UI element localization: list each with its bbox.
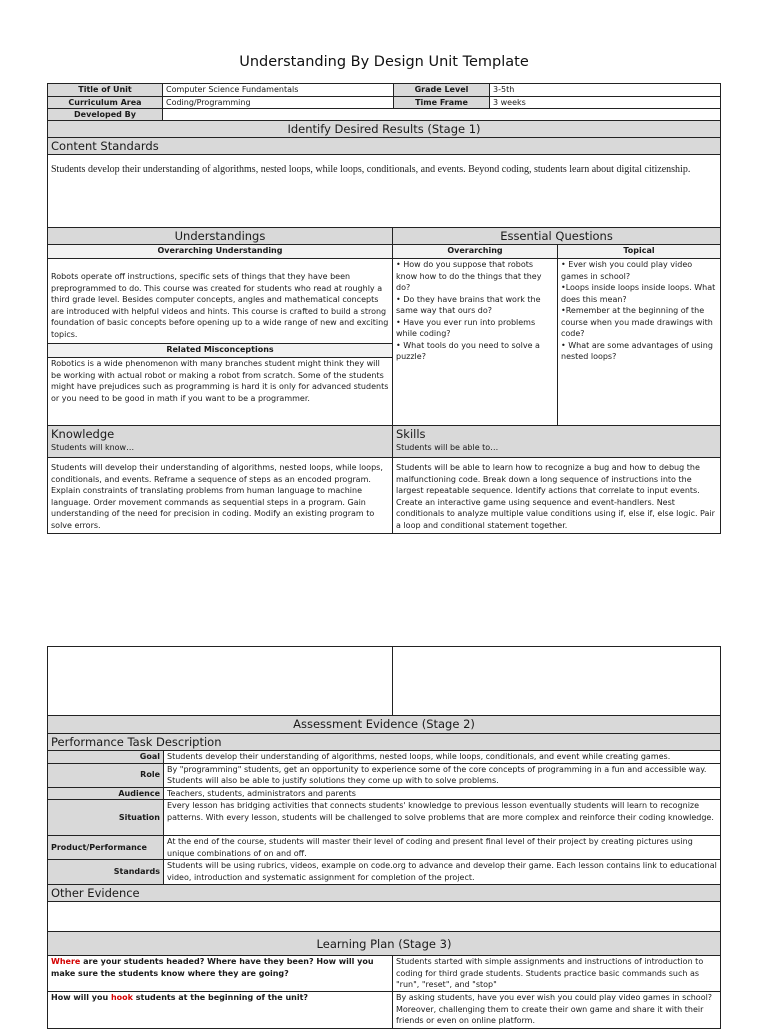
- product-performance-label: Product/Performance: [48, 836, 164, 860]
- understandings-heading: Understandings: [48, 228, 393, 245]
- time-frame-value: 3 weeks: [490, 96, 721, 109]
- other-evidence-body: [48, 902, 721, 932]
- overarching-understanding-label: Overarching Understanding: [48, 245, 393, 259]
- knowledge-subheading: Students will know…: [51, 443, 135, 452]
- performance-task-heading: Performance Task Description: [48, 734, 721, 751]
- curriculum-area-label: Curriculum Area: [48, 96, 163, 109]
- goal-text: Students develop their understanding of algorithms, nested loops, while loops, conditionals, and event while creating games.: [164, 751, 721, 764]
- role-label: Role: [48, 763, 164, 787]
- skills-text: Students will be able to learn how to recognize a bug and how to debug the malfunctioning code. Break down a long sequence of instructions into the largest repeatable sequence. Identify actions that correlate to input events. Create an interactive game using sequence and event-handlers. Nest conditionals to analyze multiple value conditions using if, else if, else logic. Pair a loop and conditional statement together.: [393, 458, 721, 534]
- overarching-questions: • How do you suppose that robots know how to do the things that they do? • Do they have brains that work the same way that ours do? • Have you ever run into problems while coding? • What tools do you need to solve a puzzle?: [393, 259, 558, 441]
- stage2-table: [47, 646, 721, 1029]
- goal-label: Goal: [48, 751, 164, 764]
- hook-question-pre: How will you: [51, 993, 111, 1002]
- grade-level-label: Grade Level: [394, 84, 490, 97]
- hook-keyword: hook: [110, 993, 133, 1002]
- knowledge-skills-table: [47, 425, 721, 534]
- content-standards-text: Students develop their understanding of algorithms, nested loops, while loops, conditionals, and events. Beyond coding, students learn about digital citizenship.: [48, 155, 721, 228]
- where-keyword: Where: [51, 957, 81, 966]
- topical-questions: • Ever wish you could play video games in school? •Loops inside loops inside loops. What does this mean? •Remember at the beginning of the course when you made drawings with code? • What are some advantages of using nested loops?: [558, 259, 721, 441]
- where-question-rest: are your students headed? Where have they been? How will you make sure the students know where they are going?: [51, 957, 374, 978]
- hook-question-rest: students at the beginning of the unit?: [132, 993, 309, 1002]
- role-text: By "programming" students, get an opportunity to experience some of the core concepts of programming in a fun and accessible way. Students will also be able to justify solutions they come up with to solve problems.: [164, 763, 721, 787]
- situation-label: Situation: [48, 800, 164, 836]
- knowledge-text: Students will develop their understanding of algorithms, nested loops, while loops, conditionals, and events. Reframe a sequence of steps as an encoded program. Explain constraints of translating problems from human language to machine language. Order movement commands as sequential steps in a program. Gain understanding of the need for precision in coding. Modify an existing program to solve errors.: [48, 458, 393, 534]
- knowledge-heading: Knowledge: [51, 427, 115, 441]
- where-answer: Students started with simple assignments and instructions of introduction to coding for third grade students. Students practice basic commands such as "run", "reset", and "stop": [393, 956, 721, 992]
- empty-cell-right: [393, 647, 721, 716]
- skills-subheading: Students will be able to…: [396, 443, 499, 452]
- hook-answer: By asking students, have you ever wish you could play video games in school? Moreover, challenging them to create their own game and share it with their friends or even on online platform.: [393, 992, 721, 1029]
- misconceptions-text: Robotics is a wide phenomenon with many branches student might think they will be working with actual robot or making a robot from scratch. Some of the students might have prejudices such as programming is hard it is only for advanced students or you need to be good in math if you want to be a programmer.: [48, 358, 393, 441]
- stage2-heading: Assessment Evidence (Stage 2): [48, 716, 721, 734]
- product-performance-text: At the end of the course, students will master their level of coding and present final level of their project by creating pictures using unique combinations of on and off.: [164, 836, 721, 860]
- essential-questions-heading: Essential Questions: [393, 228, 721, 245]
- related-misconceptions-label: Related Misconceptions: [48, 344, 393, 358]
- hook-question: [48, 992, 393, 1029]
- content-standards-heading: Content Standards: [48, 138, 721, 155]
- standards-text: Students will be using rubrics, videos, example on code.org to advance and develop their game. Each lesson contains link to educational video, introduction and systematic assignment for completion of the project.: [164, 860, 721, 885]
- unit-template-table: [47, 83, 721, 122]
- topical-label: Topical: [558, 245, 721, 259]
- empty-cell-left: [48, 647, 393, 716]
- stage3-heading: Learning Plan (Stage 3): [48, 932, 721, 956]
- overarching-understanding-text: Robots operate off instructions, specific sets of things that they have been preprogrammed to do. This course was created for students who read at roughly a third grade level. Besides computer concepts, angles and mathematical concepts are introduced with helpful videos and hints. This course is crafted to build a strong foundation of basic concepts before opening up to a wide range of new and exciting topics.: [48, 259, 393, 344]
- title-of-unit-label: Title of Unit: [48, 84, 163, 97]
- audience-label: Audience: [48, 787, 164, 800]
- document-title: Understanding By Design Unit Template: [239, 54, 529, 70]
- developed-by-label: Developed By: [48, 109, 163, 122]
- time-frame-label: Time Frame: [394, 96, 490, 109]
- grade-level-value: 3-5th: [490, 84, 721, 97]
- situation-text: Every lesson has bridging activities that connects students' knowledge to previous lesson eventually students will learn to recognize patterns. With every lesson, students will be challenged to solve problems that are more complex and reinforce their coding knowledge.: [164, 800, 721, 836]
- skills-header: [393, 426, 721, 458]
- stage1-heading: Identify Desired Results (Stage 1): [48, 121, 721, 138]
- knowledge-header: [48, 426, 393, 458]
- other-evidence-heading: Other Evidence: [48, 885, 721, 902]
- skills-heading: Skills: [396, 427, 426, 441]
- overarching-label: Overarching: [393, 245, 558, 259]
- standards-label: Standards: [48, 860, 164, 885]
- curriculum-area-value: Coding/Programming: [163, 96, 394, 109]
- title-of-unit-value: Computer Science Fundamentals: [163, 84, 394, 97]
- stage1-table: [47, 120, 721, 441]
- audience-text: Teachers, students, administrators and parents: [164, 787, 721, 800]
- where-question: [48, 956, 393, 992]
